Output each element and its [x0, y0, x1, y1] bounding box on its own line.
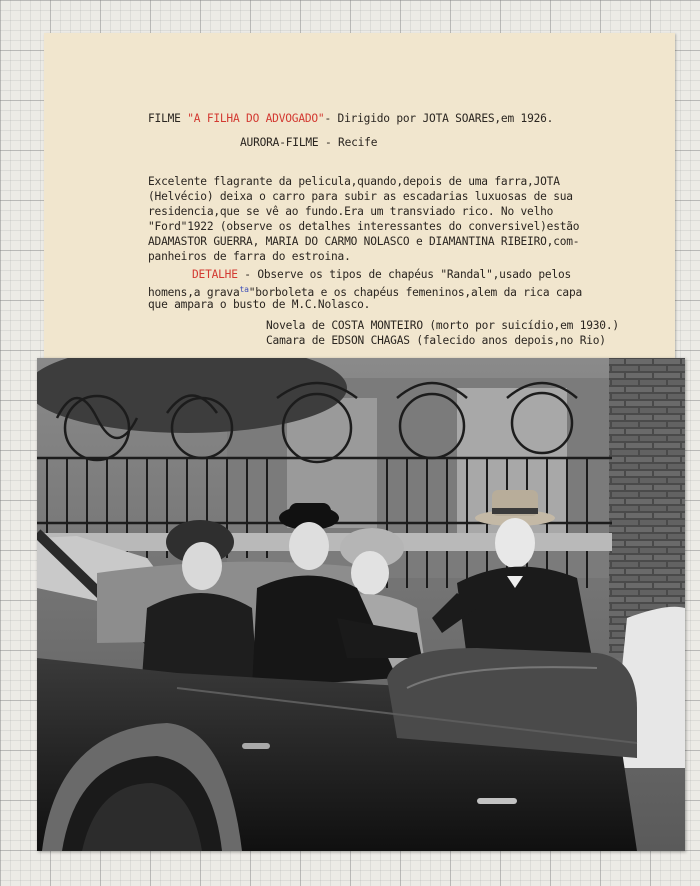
credit-novel: Novela de COSTA MONTEIRO (morto por suicídio,em 1930.): [266, 319, 619, 332]
title-director: - Dirigido por JOTA SOARES,em 1926.: [324, 112, 554, 125]
woman-left-face: [182, 542, 222, 590]
caption-card: [44, 33, 675, 358]
car-door-handle: [477, 798, 517, 804]
man-standing-face: [495, 518, 535, 568]
detail-text-2a: homens,a grava: [148, 286, 240, 299]
detail-label: DETALHE: [192, 268, 238, 281]
woman-left-dress: [142, 593, 257, 678]
detail-correction-mark: ta: [239, 285, 249, 294]
man-standing-hat-band: [492, 508, 538, 514]
man-seated-face: [289, 522, 329, 570]
credit-camera: Camara de EDSON CHAGAS (falecido anos depois,no Rio): [266, 334, 606, 347]
man-seated-hat: [289, 503, 331, 523]
film-title-line: [148, 111, 553, 126]
detail-line-1: [192, 267, 571, 282]
detail-line-3: que ampara o busto de M.C.Nolasco.: [148, 298, 371, 311]
paragraph-line-1: Excelente flagrante da pelicula,quando,depois de uma farra,JOTA: [148, 175, 560, 188]
paragraph-line-4: "Ford"1922 (observe os detalhes interessantes do conversivel)estão: [148, 220, 580, 233]
film-title: "A FILHA DO ADVOGADO": [187, 112, 325, 125]
detail-text-1: - Observe os tipos de chapéus "Randal",usado pelos: [237, 268, 572, 281]
title-prefix: FILME: [148, 112, 188, 125]
detail-text-2b: "borboleta e os chapéus femeninos,alem da rica capa: [248, 286, 583, 299]
photo-scene: [37, 358, 685, 851]
car-rear-handle: [242, 743, 270, 749]
paragraph-line-2: (Helvécio) deixa o carro para subir as escadarias luxuosas de sua: [148, 190, 573, 203]
film-still-photograph: [37, 358, 685, 851]
paragraph-line-3: residencia,que se vê ao fundo.Era um transviado rico. No velho: [148, 205, 554, 218]
paragraph-line-5: ADAMASTOR GUERRA, MARIA DO CARMO NOLASCO e DIAMANTINA RIBEIRO,com-: [148, 235, 580, 248]
man-standing-suit: [457, 567, 592, 658]
paragraph-line-6: panheiros de farra do estroina.: [148, 250, 351, 263]
studio-line: AURORA-FILME - Recife: [240, 136, 378, 149]
